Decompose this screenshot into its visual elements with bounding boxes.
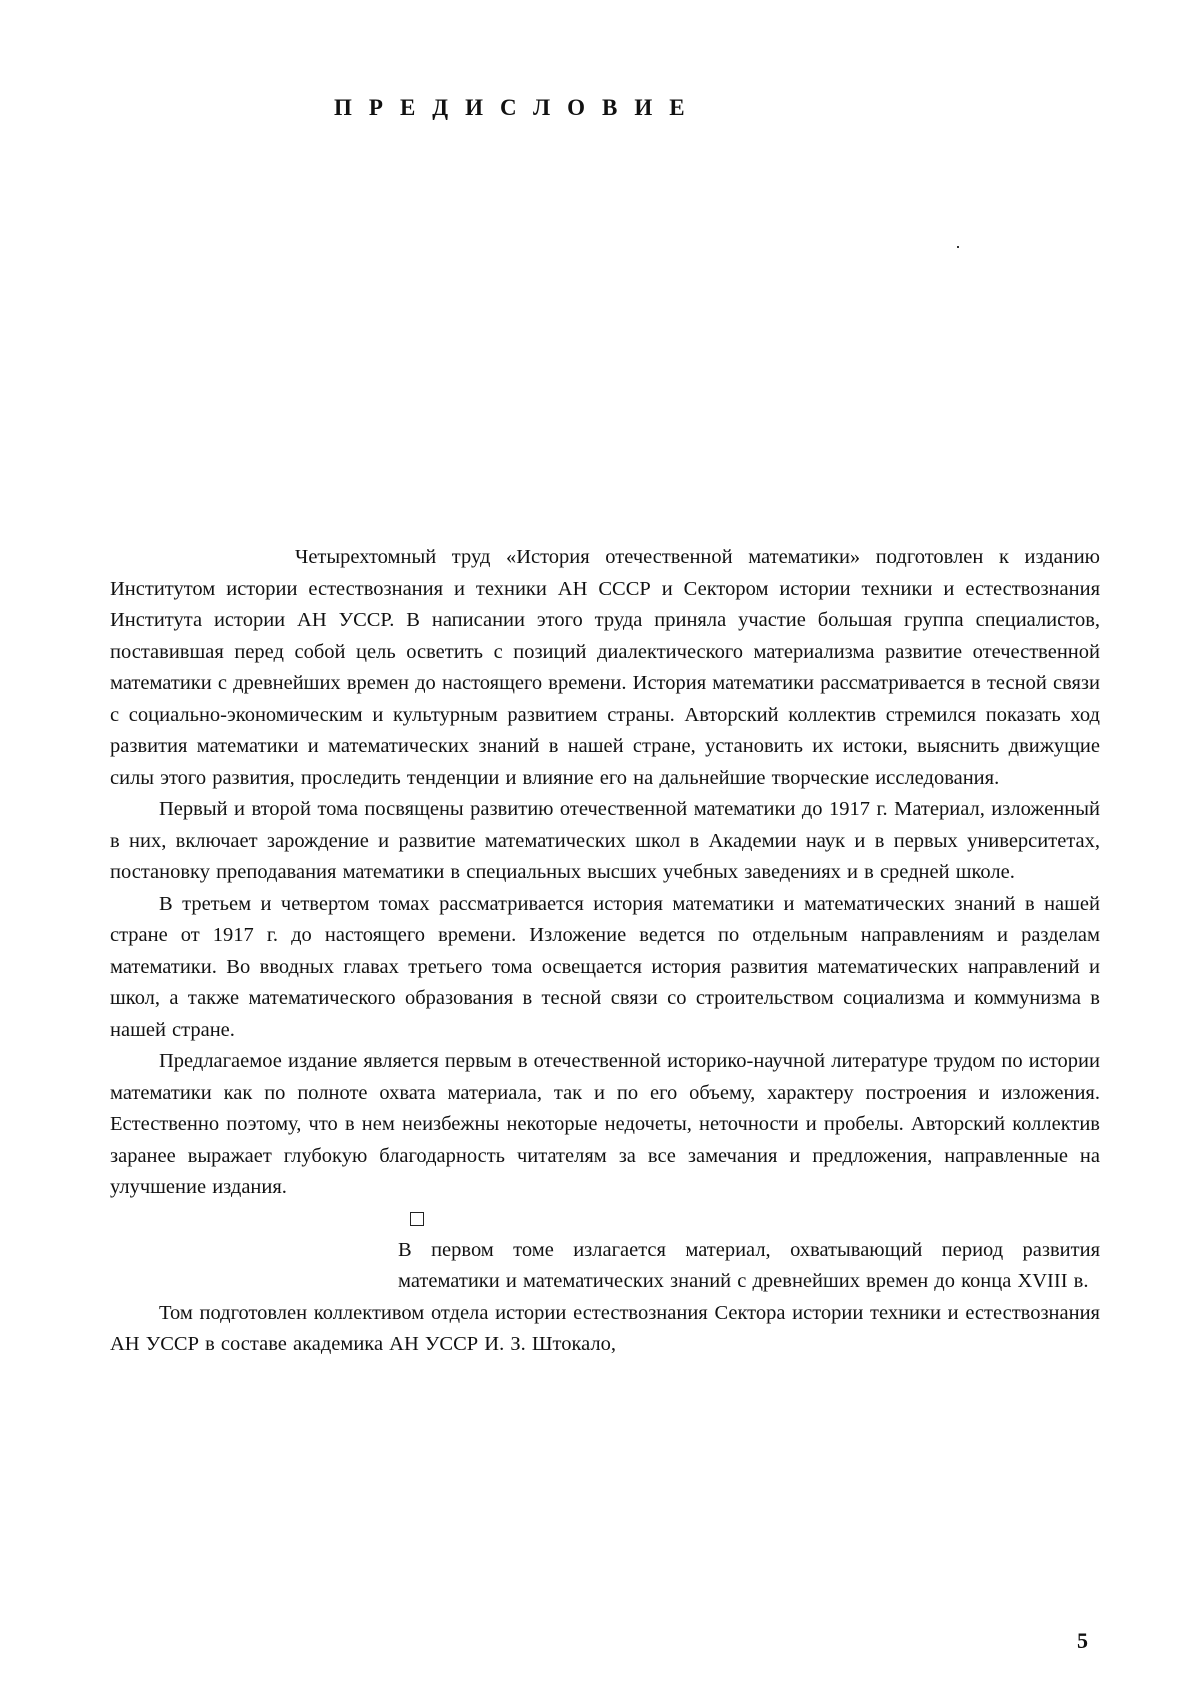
checkbox-icon <box>410 1212 424 1226</box>
paragraph-volumes-3-4: В третьем и четвертом томах рассматривается история математики и математических знаний в нашей стране от 1917 г. до настоящего времени. Изложение ведется по отдельным направлениям и разделам математики. Во вводных главах третьего тома освещается история развития математических направлений и школ, а также математического образования в тесной связи со строительством социализма и коммунизма в нашей стране. <box>110 892 1100 1041</box>
body-text <box>110 542 1100 1361</box>
paragraph-volume-one: В первом томе излагается материал, охватывающий период развития математики и математических знаний с древнейших времен до конца XVIII в. <box>398 1238 1100 1292</box>
page-number: 5 <box>1077 1628 1088 1653</box>
paragraph-intro: Четырехтомный труд «История отечественной математики» подготовлен к изданию Институтом истории естествознания и техники АН СССР и Сектором истории техники и естествознания Института истории АН УССР. В написании этого труда приняла участие большая группа специалистов, поставившая перед собой цель осветить с позиций диалектического материализма развитие отечественной математики с древнейших времен до настоящего времени. История математики рассматривается в тесной связи с социально-экономическим и культурным развитием страны. Авторский коллектив стремился показать ход развития математики и математических знаний в нашей стране, установить их истоки, выяснить движущие силы этого развития, проследить тенденции и влияние его на дальнейшие творческие исследования. <box>110 546 1100 789</box>
paragraph-edition: Предлагаемое издание является первым в отечественной историко-научной литературе трудом по истории математики как по полноте охвата материала, так и по его объему, характеру построения и изложения. Естественно поэтому, что в нем неизбежны некоторые недочеты, неточности и пробелы. Авторский коллектив заранее выражает глубокую благодарность читателям за все замечания и предложения, направленные на улучшение издания. <box>110 1050 1100 1198</box>
paragraph-authors: Том подготовлен коллективом отдела истории естествознания Сектора истории техники и естествознания АН УССР в составе академика АН УССР И. З. Штокало, <box>110 1301 1100 1355</box>
page-title: ПРЕДИСЛОВИЕ <box>334 95 702 120</box>
print-speck <box>957 246 959 248</box>
paragraph-volumes-1-2: Первый и второй тома посвящены развитию отечественной математики до 1917 г. Материал, изложенный в них, включает зарождение и развитие математических школ в Академии наук и в первых университетах, постановку преподавания математики в специальных высших учебных заведениях и в средней школе. <box>110 798 1100 883</box>
